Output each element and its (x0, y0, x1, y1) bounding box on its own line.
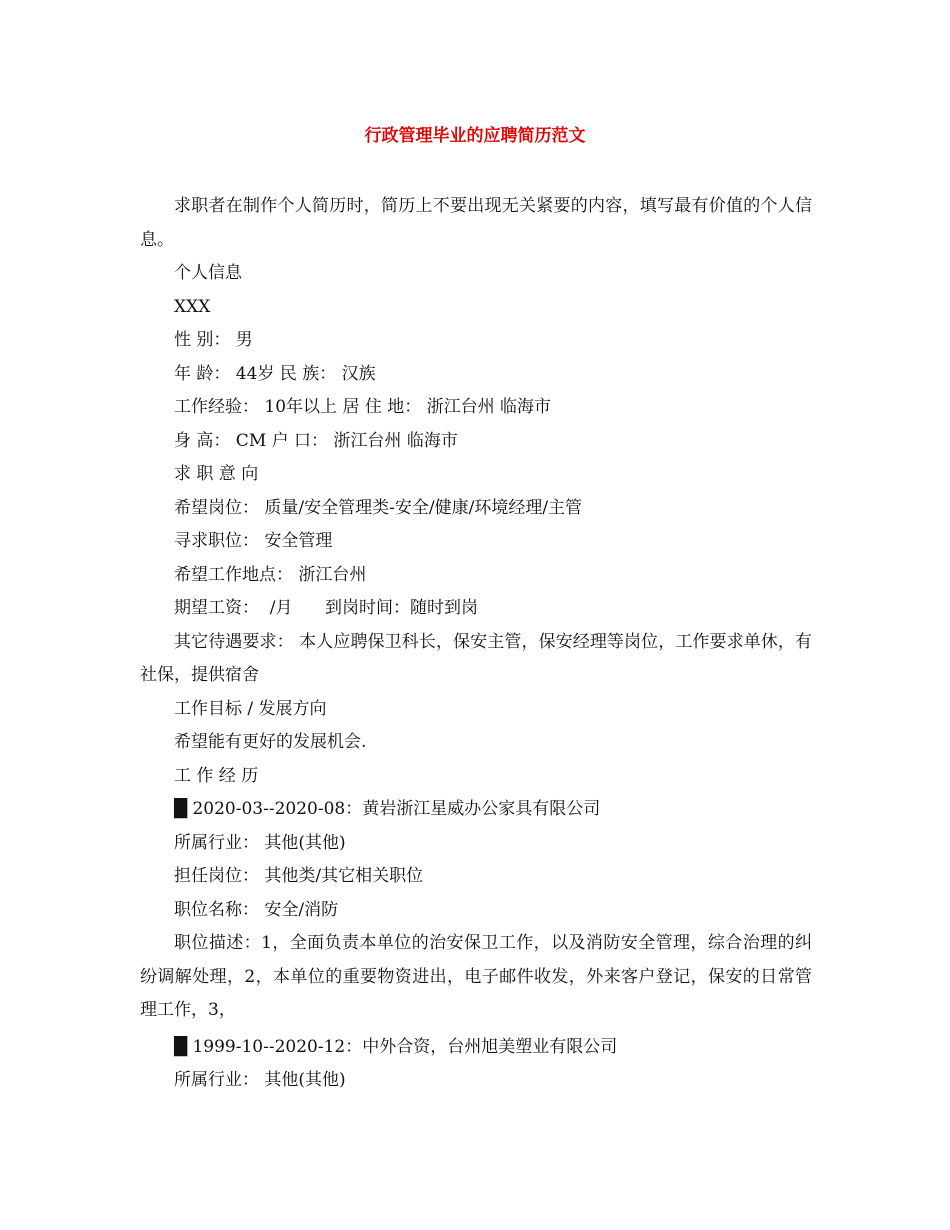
applicant-name: XXX (174, 296, 211, 317)
experience-residence-line: 工作经验： 10年以上 居 住 地： 浙江台州 临海市 (174, 397, 552, 417)
job-entry-1-header: █ 2020-03--2020-08：黄岩浙江星威办公家具有限公司 (174, 799, 601, 819)
desired-position-line: 希望岗位： 质量/安全管理类-安全/健康/环境经理/主管 (174, 497, 583, 518)
other-requirements-paragraph: 其它待遇要求： 本人应聘保卫科长，保安主管，保安经理等岗位，工作要求单休，有社保，提供宿舍 (140, 631, 812, 685)
section-heading-goals: 工作目标 / 发展方向 (174, 698, 327, 719)
document-title: 行政管理毕业的应聘简历范文 (364, 126, 586, 146)
job-entry-1-industry: 所属行业： 其他(其他) (174, 832, 346, 853)
job-entry-2-industry: 所属行业： 其他(其他) (174, 1070, 346, 1090)
age-ethnicity-line: 年 龄： 44岁 民 族： 汉族 (174, 363, 376, 384)
job-entry-1-title: 职位名称： 安全/消防 (174, 899, 339, 920)
gender-line: 性 别： 男 (174, 330, 253, 350)
section-heading-personal-info: 个人信息 (174, 263, 242, 283)
job-entry-1-description: 职位描述：1，全面负责本单位的治安保卫工作，以及消防安全管理，综合治理的纠纷调解处理，2，本单位的重要物资进出，电子邮件收发，外来客户登记，保安的日常管理工作，3， (140, 933, 812, 1020)
salary-availability-line: 期望工资： /月 到岗时间：随时到岗 (174, 598, 478, 618)
sought-job-line: 寻求职位： 安全管理 (174, 531, 333, 551)
document-body (140, 190, 812, 1098)
section-heading-work-history: 工 作 经 历 (174, 765, 259, 786)
job-entry-2-header: █ 1999-10--2020-12：中外合资，台州旭美塑业有限公司 (174, 1036, 618, 1057)
intro-paragraph: 求职者在制作个人简历时，简历上不要出现无关紧要的内容，填写最有价值的个人信息。 (140, 196, 812, 250)
goals-line: 希望能有更好的发展机会. (174, 732, 367, 752)
section-heading-job-intention: 求 职 意 向 (174, 464, 259, 484)
desired-location-line: 希望工作地点： 浙江台州 (174, 564, 367, 585)
height-hukou-line: 身 高： CM 户 口： 浙江台州 临海市 (174, 430, 458, 451)
job-entry-1-role: 担任岗位： 其他类/其它相关职位 (174, 866, 424, 886)
